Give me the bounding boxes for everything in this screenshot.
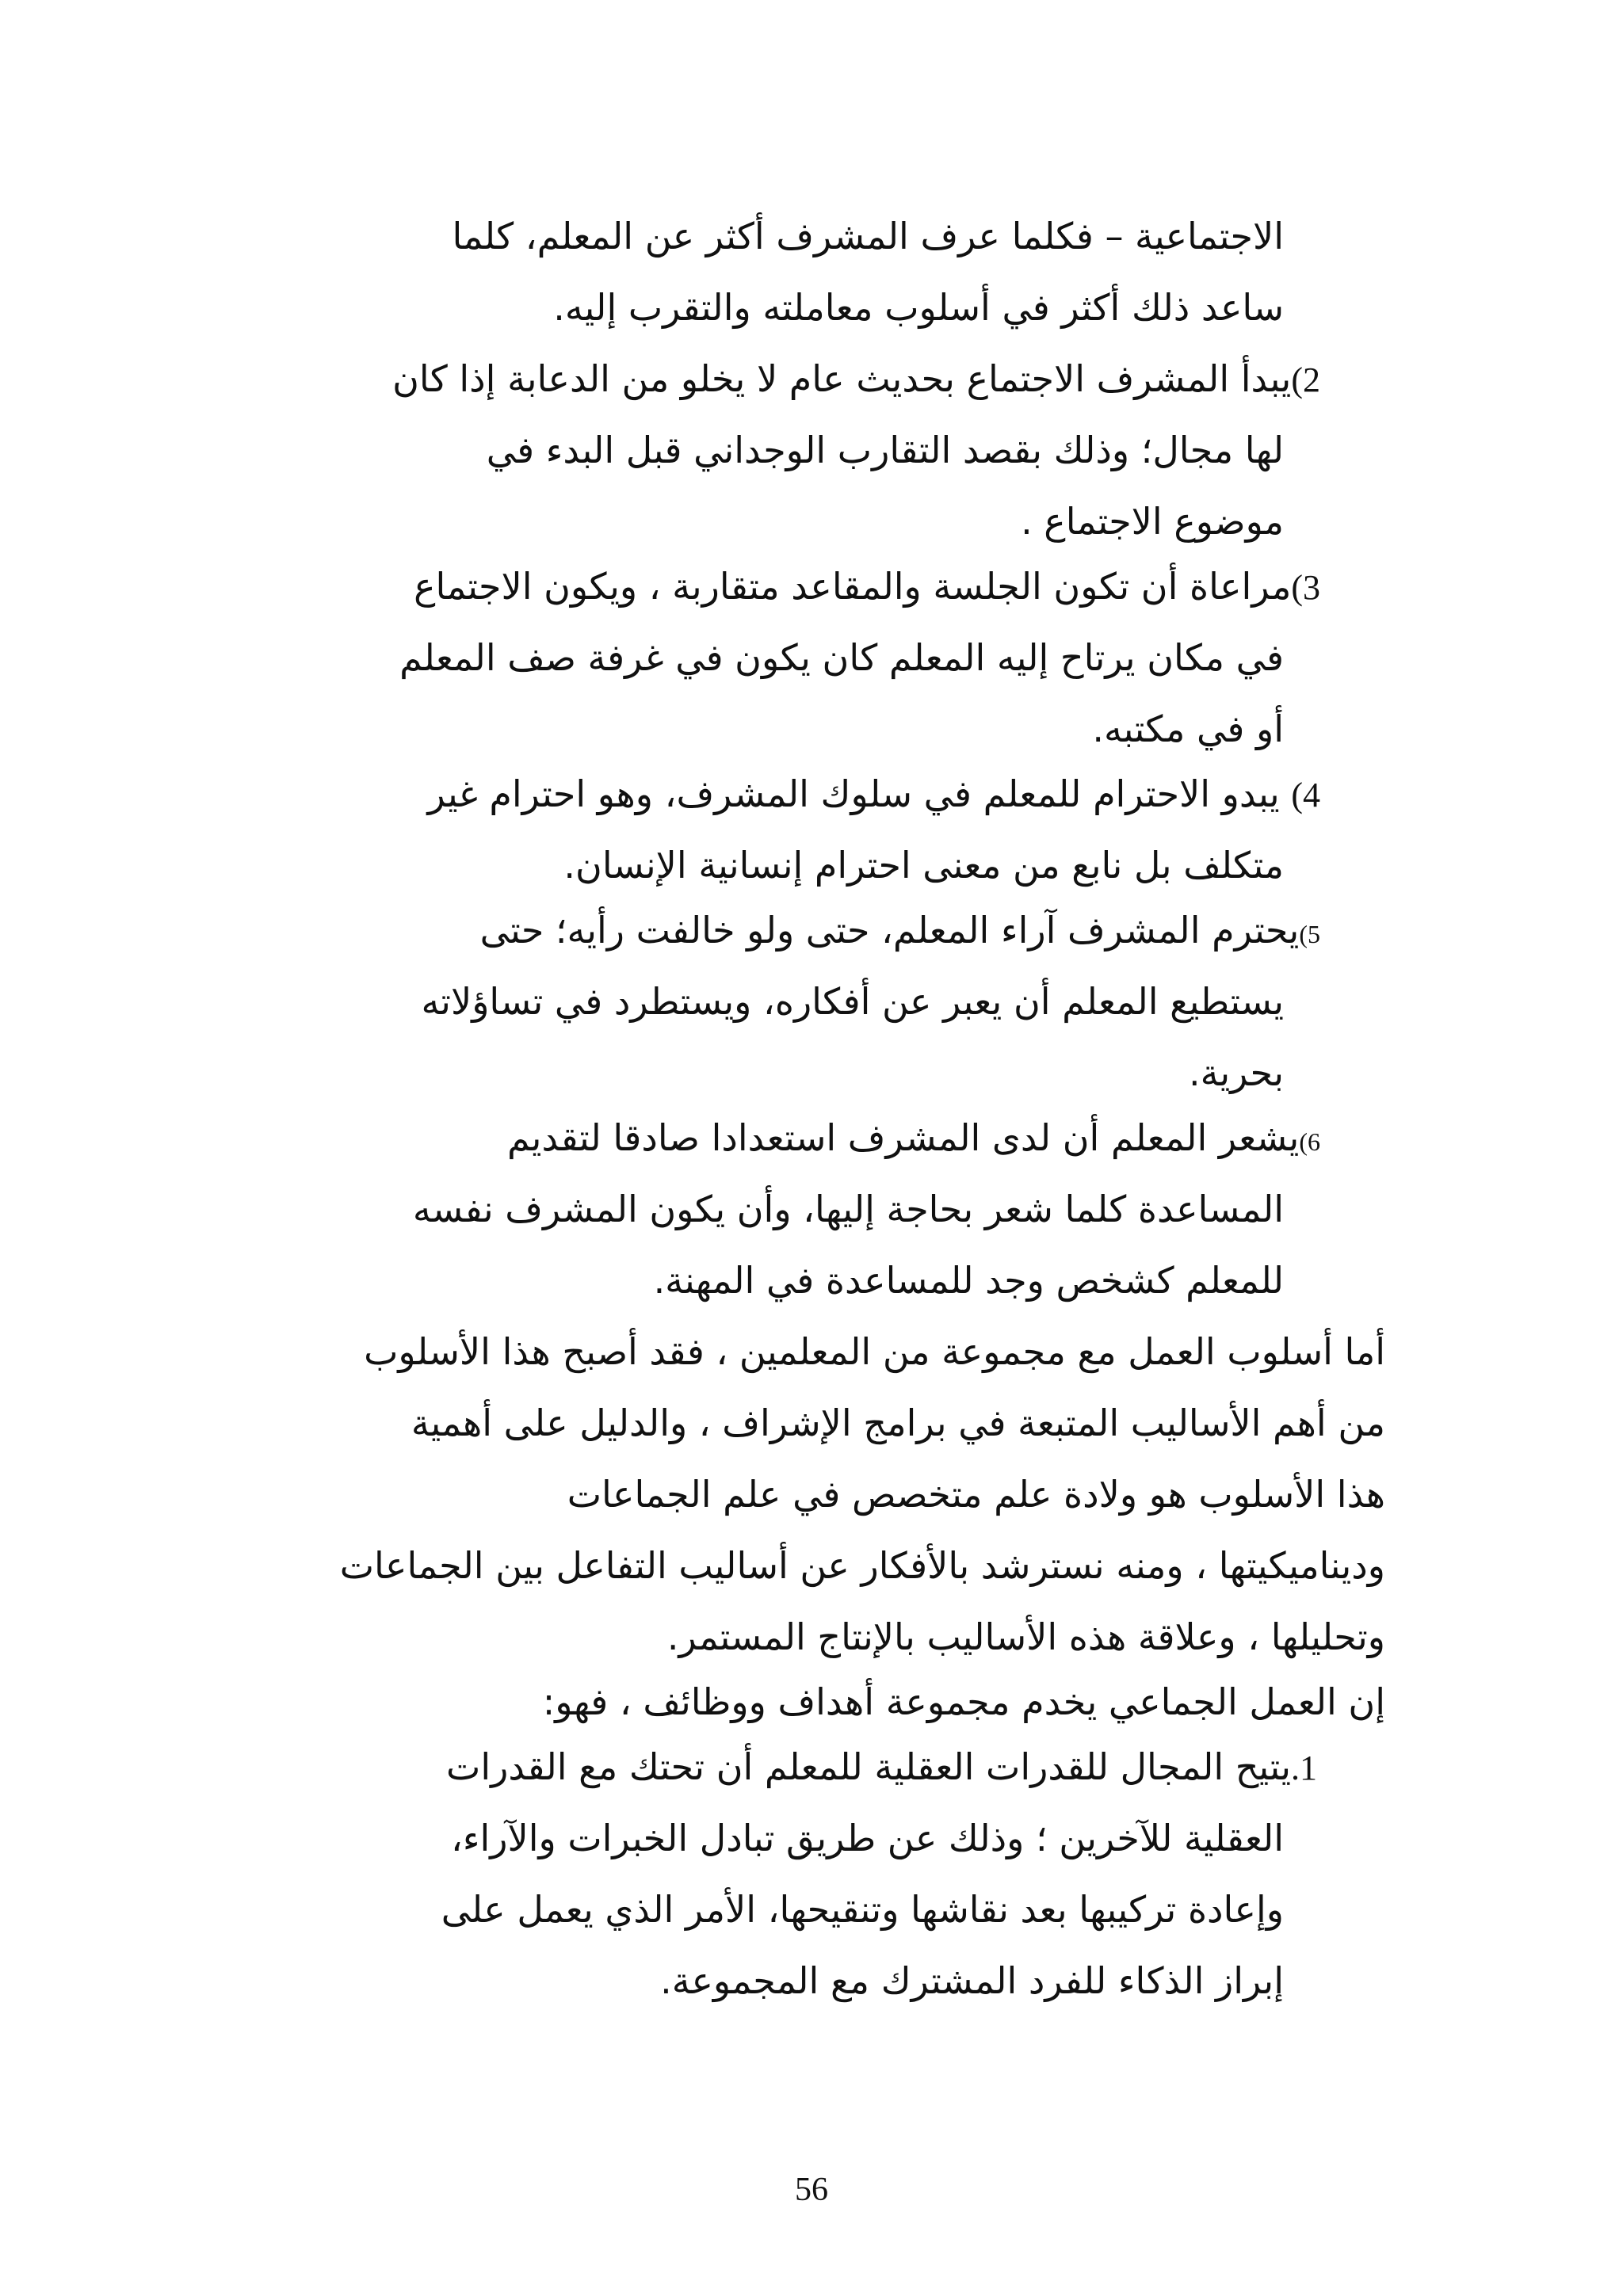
list-number: 1. — [1291, 1749, 1317, 1787]
list-item-text: يحترم المشرف آراء المعلم، حتى ولو خالفت رأيه؛ حتى — [479, 909, 1300, 952]
list-paren: ) — [1291, 568, 1303, 607]
text-line: ساعد ذلك أكثر في أسلوب معاملته والتقرب إليه. — [553, 286, 1284, 329]
paragraph-line: هذا الأسلوب هو ولادة علم متخصص في علم الجماعات — [567, 1473, 1385, 1516]
text-line: بحرية. — [1189, 1051, 1284, 1094]
text-line: إبراز الذكاء للفرد المشترك مع المجموعة. — [660, 1959, 1284, 2002]
list-item-text: يشعر المعلم أن لدى المشرف استعدادا صادقا لتقديم — [507, 1116, 1300, 1159]
list-item-2-line-1 — [392, 355, 1320, 402]
text-line: أو في مكتبه. — [1092, 707, 1284, 750]
list-paren: ) — [1299, 920, 1308, 948]
list-item-text: يبدأ المشرف الاجتماع بحديث عام لا يخلو من الدعابة إذا كان — [392, 357, 1292, 400]
list-item-text: يبدو الاحترام للمعلم في سلوك المشرف، وهو احترام غير — [427, 772, 1292, 815]
paragraph-line: أما أسلوب العمل مع مجموعة من المعلمين ، فقد أصبح هذا الأسلوب — [364, 1330, 1385, 1373]
paragraph-line: من أهم الأساليب المتبعة في برامج الإشراف ، والدليل على أهمية — [411, 1402, 1385, 1444]
text-line: العقلية للآخرين ؛ وذلك عن طريق تبادل الخبرات والآراء، — [451, 1817, 1284, 1859]
text-line: الاجتماعية – فكلما عرف المشرف أكثر عن المعلم، كلما — [452, 215, 1284, 257]
list-item-3-line-1 — [414, 563, 1320, 610]
text-line: وإعادة تركيبها بعد نقاشها وتنقيحها، الأمر الذي يعمل على — [441, 1888, 1284, 1931]
list-item-4-line-1 — [427, 770, 1320, 818]
list-item-text: يتيح المجال للقدرات العقلية للمعلم أن تحتك مع القدرات — [446, 1745, 1291, 1788]
text-line: لها مجال؛ وذلك بقصد التقارب الوجداني قبل البدء في — [486, 429, 1284, 471]
numbered-item-1-line-1 — [446, 1743, 1317, 1791]
text-line: يستطيع المعلم أن يعبر عن أفكاره، ويستطرد في تساؤلاته — [421, 980, 1284, 1023]
text-line: في مكان يرتاح إليه المعلم كان يكون في غرفة صف المعلم — [399, 636, 1284, 679]
page-number: 56 — [795, 2172, 828, 2208]
list-paren: ) — [1291, 360, 1303, 399]
text-line: المساعدة كلما شعر بحاجة إليها، وأن يكون المشرف نفسه — [412, 1188, 1284, 1230]
paragraph-line: وتحليلها ، وعلاقة هذه الأساليب بالإنتاج المستمر. — [666, 1615, 1385, 1658]
paragraph-line: وديناميكيتها ، ومنه نسترشد بالأفكار عن أساليب التفاعل بين الجماعات — [339, 1544, 1385, 1587]
list-number: 3 — [1303, 568, 1320, 607]
list-number: 4 — [1303, 776, 1320, 814]
intro-line: إن العمل الجماعي يخدم مجموعة أهداف ووظائف ، فهو: — [542, 1680, 1385, 1723]
text-line: للمعلم كشخص وجد للمساعدة في المهنة. — [653, 1259, 1284, 1302]
list-item-6-line-1 — [507, 1114, 1320, 1161]
list-item-text: مراعاة أن تكون الجلسة والمقاعد متقاربة ، ويكون الاجتماع — [414, 565, 1292, 608]
text-line: متكلف بل نابع من معنى احترام إنسانية الإنسان. — [563, 844, 1284, 887]
list-paren: ) — [1291, 776, 1303, 814]
text-line: موضوع الاجتماع . — [1021, 500, 1284, 543]
list-number: 5 — [1308, 920, 1320, 948]
list-number: 2 — [1303, 360, 1320, 399]
list-item-5-line-1 — [480, 906, 1320, 954]
list-number: 6 — [1308, 1127, 1320, 1156]
list-paren: ) — [1299, 1127, 1308, 1156]
